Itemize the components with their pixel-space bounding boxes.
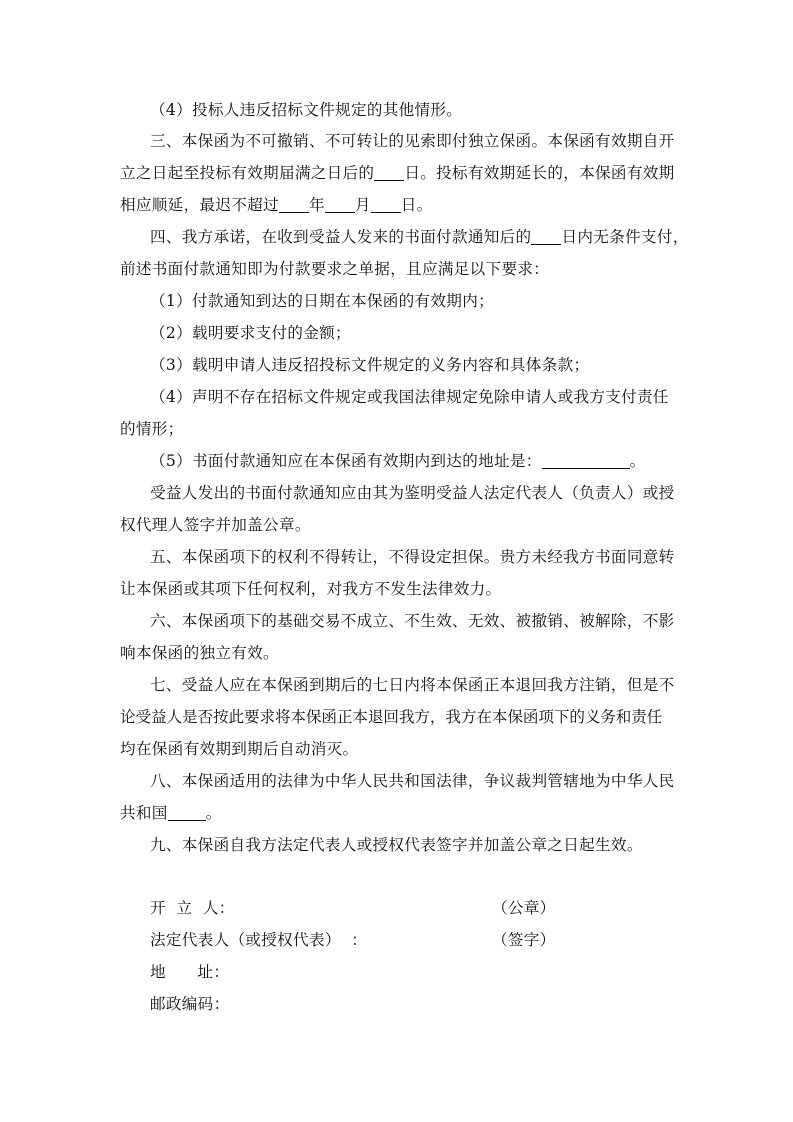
postcode-label: 邮政编码： — [150, 995, 230, 1013]
blank-days[interactable] — [374, 165, 404, 181]
section-3-text-1: 三、本保函为不可撤销、不可转让的见索即付独立保函。本保函有效期自开 — [150, 132, 675, 150]
section-6-text-1: 六、本保函项下的基础交易不成立、不生效、无效、被撤销、被解除，不影 — [150, 612, 675, 630]
section-6-text-2: 响本保函的独立有效。 — [120, 644, 279, 662]
rep-sign-note: （签字） — [492, 931, 556, 949]
address-label: 地 址： — [150, 963, 230, 981]
blank-pay-days[interactable] — [531, 229, 561, 245]
req-3-text: （3）载明申请人违反招投标文件规定的义务内容和具体条款； — [150, 356, 590, 374]
item-4-text: （4）投标人违反招标文件规定的其他情形。 — [150, 101, 463, 119]
section-7-text-3: 均在保函有效期到期后自动消灭。 — [120, 740, 359, 758]
section-8-text-1: 八、本保函适用的法律为中华人民共和国法律，争议裁判管辖地为中华人民 — [150, 772, 675, 790]
blank-court[interactable] — [168, 805, 206, 821]
rep-label: 法定代表人（或授权代表） ： — [150, 931, 368, 949]
blank-year[interactable] — [279, 197, 309, 213]
section-5-text-2: 让本保函或其项下任何权利，对我方不发生法律效力。 — [120, 580, 502, 598]
blank-address[interactable] — [542, 453, 630, 469]
section-8-text-2: 共和国 。 — [120, 804, 222, 822]
blank-day[interactable] — [371, 197, 401, 213]
section-4-text-1: 四、我方承诺，在收到受益人发来的书面付款通知后的 日内无条件支付， — [150, 228, 689, 246]
section-3-text-2: 立之日起至投标有效期届满之日后的 日。投标有效期延长的，本保函有效期 — [120, 164, 675, 182]
section-5-text-1: 五、本保函项下的权利不得转让，不得设定担保。贵方未经我方书面同意转 — [150, 548, 675, 566]
para-text-1: 受益人发出的书面付款通知应由其为鉴明受益人法定代表人（负责人）或授 — [150, 484, 675, 502]
section-7-text-1: 七、受益人应在本保函到期后的七日内将本保函正本退回我方注销，但是不 — [150, 676, 675, 694]
req-4-text-1: （4）声明不存在招标文件规定或我国法律规定免除申请人或我方支付责任 — [150, 388, 669, 406]
issuer-seal-note: （公章） — [492, 899, 556, 917]
section-7-text-2: 论受益人是否按此要求将本保函正本退回我方，我方在本保函项下的义务和责任 — [120, 708, 663, 726]
req-1-text: （1）付款通知到达的日期在本保函的有效期内； — [150, 292, 494, 310]
section-4-text-2: 前述书面付款通知即为付款要求之单据，且应满足以下要求： — [120, 260, 550, 278]
para-text-2: 权代理人签字并加盖公章。 — [120, 516, 311, 534]
req-5-text: （5）书面付款通知应在本保函有效期内到达的地址是： 。 — [150, 452, 646, 470]
section-3-text-3: 相应顺延，最迟不超过 年 月 日。 — [120, 196, 433, 214]
req-4-text-2: 的情形； — [120, 420, 184, 438]
blank-month[interactable] — [325, 197, 355, 213]
req-2-text: （2）载明要求支付的金额； — [150, 324, 351, 342]
section-9-text: 九、本保函自我方法定代表人或授权代表签字并加盖公章之日起生效。 — [150, 836, 643, 854]
issuer-label: 开 立 人： — [150, 899, 235, 917]
